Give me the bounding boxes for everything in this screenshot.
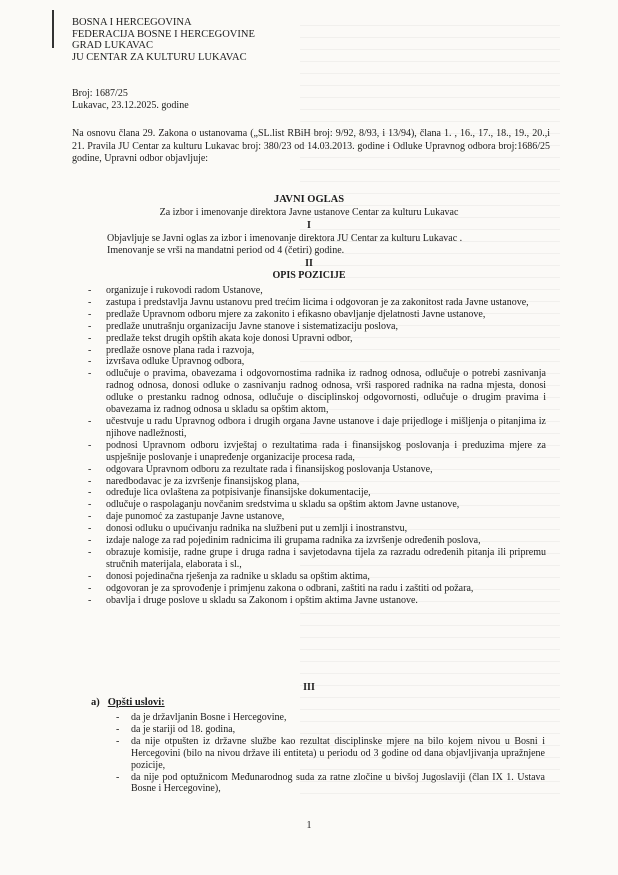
list-item: - donosi odluku o upućivanju radnika na službeni put u zemlji i inostranstvu,: [92, 523, 546, 535]
letterhead-line: BOSNA I HERCEGOVINA: [72, 17, 192, 28]
list-item: - odlučuje o pravima, obavezama i odgovornostima radnika iz radnog odnosa, odlučuje o potrebi zasnivanja radnog odnosa, donosi odluke o zasnivanju radnog odnosa, vrši raspored radnika na radna mjesta, donosi odluke o prestanku radnog odnosa, odlučuje o disciplinskoj odgovornosti, odlučuje o drugim pravima i obavezama iz radnog odnosa u skladu sa opštim aktom,: [92, 368, 546, 416]
section-numeral-2: II: [305, 258, 313, 269]
section-2-heading: OPIS POZICIJE: [272, 270, 346, 281]
list-item: - naredbodavac je za izvršenje finansijskog plana,: [92, 476, 546, 488]
section-numeral-1: I: [307, 220, 311, 231]
page-number: 1: [306, 820, 312, 831]
list-item: - predlaže osnove plana rada i razvoja,: [92, 345, 546, 357]
list-item: - predlaže tekst drugih opštih akata koje donosi Upravni odbor,: [92, 333, 546, 345]
section-numeral-3: III: [303, 682, 315, 693]
section-1-text: [107, 233, 547, 257]
letterhead: [72, 17, 255, 63]
list-item: - predlaže Upravnom odboru mjere za zakonito i efikasno obavljanje djelatnosti Javne ustanove,: [92, 309, 546, 321]
list-item: - podnosi Upravnom odboru izvještaj o rezultatima rada i finansijskog poslovanja i preduzima mjere za uspješnije poslovanje i unapređenje organizacije procesa rada,: [92, 440, 546, 464]
list-item: - izvršava odluke Upravnog odbora,: [92, 356, 546, 368]
list-item: - određuje lica ovlaštena za potpisivanje finansijske dokumentacije,: [92, 487, 546, 499]
section-1-line: Objavljuje se Javni oglas za izbor i imenovanje direktora JU Centar za kulturu Lukavac .: [107, 233, 463, 244]
section-1-line: Imenovanje se vrši na mandatni period od 4 (četiri) godine.: [107, 245, 345, 256]
letterhead-line: FEDERACIJA BOSNE I HERCEGOVINE: [72, 28, 255, 40]
list-item: - donosi pojedinačna rješenja za radnike u skladu sa opštim aktima,: [92, 571, 546, 583]
list-item: - obavlja i druge poslove u skladu sa Zakonom i opštim aktima Javne ustanove.: [92, 595, 546, 607]
general-conditions-list: [118, 712, 545, 795]
list-item: - daje punomoć za zastupanje Javne ustanove,: [92, 511, 546, 523]
list-item: - da je stariji od 18. godina,: [118, 724, 545, 736]
document-title: JAVNI OGLAS: [273, 194, 345, 205]
conditions-letter: a): [91, 697, 100, 708]
general-conditions-heading: [91, 697, 165, 708]
document-subtitle: Za izbor i imenovanje direktora Javne ustanove Centar za kulturu Lukavac: [159, 207, 459, 218]
intro-paragraph: Na osnovu člana 29. Zakona o ustanovama („SL.list RBiH broj: 9/92, 8/93, i 13/94), člana 1. , 16., 17., 18., 19., 20.,i 21. Pravila JU Centar za kulturu Lukavac broj: 380/23 od 14.03.2013. godine i Odluke Upravnog odbora broj:1686/25 godine, Upravni odbor objavljuje:: [72, 128, 550, 164]
list-item: - predlaže unutrašnju organizaciju Javne stanove i sistematizaciju poslova,: [92, 321, 546, 333]
list-item: - odgovara Upravnom odboru za rezultate rada i finansijskog poslovanja Ustanove,: [92, 464, 546, 476]
document-meta: [72, 88, 189, 112]
list-item: - učestvuje u radu Upravnog odbora i drugih organa Javne ustanove i daje prijedloge i mišljenja o pitanjima iz njihove nadležnosti,: [92, 416, 546, 440]
letterhead-line: JU CENTAR ZA KULTURU LUKAVAC: [72, 51, 247, 63]
list-item: - obrazuje komisije, radne grupe i druga radna i savjetodavna tijela za razradu određenih pitanja ili pripremu stručnih materijala, elaborata i sl.,: [92, 547, 546, 571]
letterhead-line: GRAD LUKAVAC: [72, 40, 154, 51]
list-item: - da nije otpušten iz državne službe kao rezultat disciplinske mjere na bilo kojem nivou u Bosni i Hercegovini (bilo na nivou države ili entiteta) u periodu od 3 godine od dana objavljivanja upražnjene pozicije,: [118, 736, 545, 772]
list-item: - organizuje i rukovodi radom Ustanove,: [92, 285, 546, 297]
conditions-label: Opšti uslovi:: [107, 697, 165, 708]
place-date: Lukavac, 23.12.2025. godine: [72, 100, 189, 111]
position-duties-list: [92, 285, 546, 606]
list-item: - odgovoran je za sprovođenje i primjenu zakona o odbrani, zaštiti na radu i zaštiti od požara,: [92, 583, 546, 595]
list-item: - izdaje naloge za rad pojedinim radnicima ili grupama radnika za izvršenje određenih poslova,: [92, 535, 546, 547]
list-item: - da je državljanin Bosne i Hercegovine,: [118, 712, 545, 724]
list-item: - da nije pod optužnicom Međunarodnog suda za ratne zločine u bivšoj Jugoslaviji (član IX 1. Ustava Bosne i Hercegovine),: [118, 772, 545, 796]
document-number: Broj: 1687/25: [72, 88, 128, 99]
margin-line: [52, 10, 54, 48]
list-item: - odlučuje o raspolaganju novčanim sredstvima u skladu sa opštim aktom Javne ustanove,: [92, 499, 546, 511]
list-item: - zastupa i predstavlja Javnu ustanovu pred trećim licima i odgovoran je za zakonitost rada Javne ustanove,: [92, 297, 546, 309]
